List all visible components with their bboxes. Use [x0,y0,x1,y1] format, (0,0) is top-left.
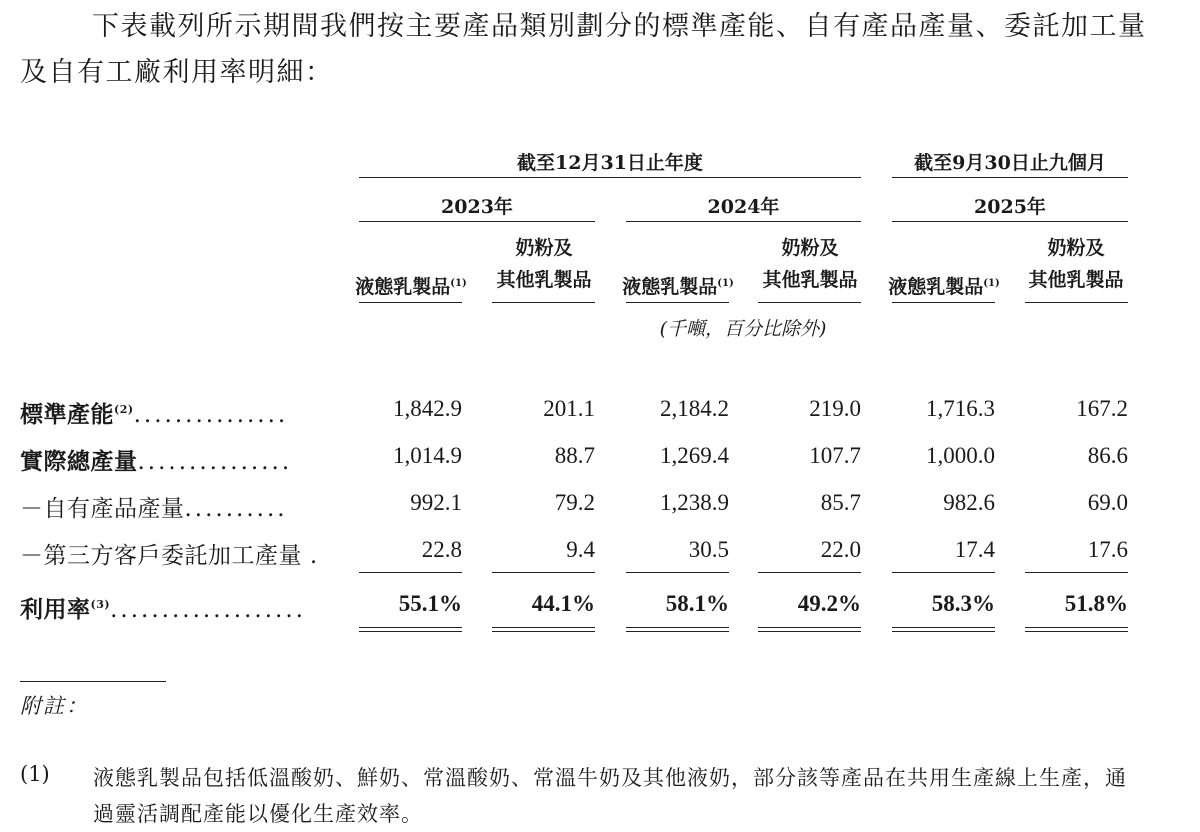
note-number: (1) [20,762,50,786]
cell-value: 167.2 [1076,396,1128,421]
cell-value: 69.0 [1087,490,1128,515]
cell-value: 44.1% [531,591,595,616]
total-double-rule [1025,627,1128,632]
subtotal-rule [758,572,861,573]
total-double-rule [626,627,729,632]
unit-note: (千噸，百分比除外) [659,318,827,340]
period-rule-9m [892,177,1128,178]
colhead-rule [492,302,595,303]
cell-value: 22.0 [820,537,861,562]
year-header-2024: 2024年 [707,196,780,218]
footnote-rule [20,681,166,682]
cell-value: 79.2 [554,490,595,515]
cell-value: 58.1% [665,591,729,616]
period-header-fy: 截至12月31日止年度 [517,152,703,174]
cell-value: 1,269.4 [660,443,729,468]
row-label-contract-output: －第三方客戶委託加工產量 . [20,543,321,569]
note-text: 液態乳製品包括低溫酸奶、鮮奶、常溫酸奶、常溫牛奶及其他液奶，部分該等產品在共用生產線上生產，通過靈活調配產能以優化生產效率。 [93,766,1127,826]
cell-value: 9.4 [566,537,595,562]
cell-value: 1,716.3 [926,396,995,421]
cell-value: 22.8 [421,537,462,562]
cell-value: 86.6 [1087,443,1128,468]
colhead-rule [359,302,462,303]
cell-value: 1,238.9 [660,490,729,515]
cell-value: 2,184.2 [660,396,729,421]
cell-value: 51.8% [1064,591,1128,616]
cell-value: 219.0 [809,396,861,421]
total-double-rule [492,627,595,632]
year-header-2023: 2023年 [441,196,513,218]
subtotal-rule [892,572,995,573]
period-rule-fy [359,177,861,178]
intro-paragraph [20,4,1160,96]
intro-text: 下表載列所示期間我們按主要產品類別劃分的標準產能、自有產品產量、委託加工量及自有工廠利用率明細： [20,11,1147,88]
cell-value: 55.1% [398,591,462,616]
row-label-total-output: 實際總產量............... [20,448,293,475]
cell-value: 1,000.0 [926,443,995,468]
colhead-powder-2025: 奶粉及 其他乳製品 [1028,237,1124,291]
colhead-rule [1025,302,1128,303]
year-header-2025: 2025年 [974,196,1046,218]
cell-value: 992.1 [410,490,462,515]
total-double-rule [758,627,861,632]
cell-value: 201.1 [543,396,595,421]
cell-value: 58.3% [931,591,995,616]
colhead-powder-2024: 奶粉及 其他乳製品 [762,237,858,291]
cell-value: 982.6 [943,490,995,515]
colhead-rule [892,302,995,303]
year-rule-2024 [626,221,861,222]
period-header-9m: 截至9月30日止九個月 [914,152,1106,174]
cell-value: 85.7 [820,490,861,515]
year-rule-2025 [892,221,1128,222]
cell-value: 88.7 [554,443,595,468]
cell-value: 17.6 [1087,537,1128,562]
colhead-rule [758,302,861,303]
notes-title: 附註： [20,694,89,718]
total-double-rule [892,627,995,632]
colhead-rule [626,302,729,303]
row-label-standard-capacity: 標準產能$^{(2)}$............... [20,401,289,428]
year-rule-2023 [359,221,595,222]
colhead-liquid-2023: 液態乳製品$^{(1)}$ [355,276,467,298]
row-label-utilization: 利用率$^{(3)}$................... [20,596,306,623]
total-double-rule [359,627,462,632]
subtotal-rule [626,572,729,573]
cell-value: 30.5 [688,537,729,562]
colhead-liquid-2025: 液態乳製品$^{(1)}$ [888,276,1000,298]
subtotal-rule [492,572,595,573]
cell-value: 107.7 [809,443,861,468]
cell-value: 1,014.9 [393,443,462,468]
subtotal-rule [1025,572,1128,573]
row-label-own-output: －自有產品產量.......... [20,496,288,522]
subtotal-rule [359,572,462,573]
cell-value: 49.2% [797,591,861,616]
colhead-liquid-2024: 液態乳製品$^{(1)}$ [622,276,734,298]
cell-value: 17.4 [954,537,995,562]
colhead-powder-2023: 奶粉及 其他乳製品 [496,237,592,291]
cell-value: 1,842.9 [393,396,462,421]
